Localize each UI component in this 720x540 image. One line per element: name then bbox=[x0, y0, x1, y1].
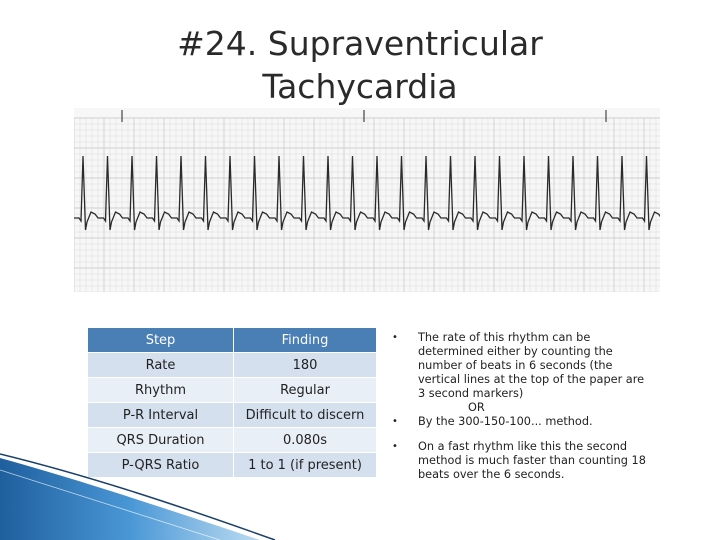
note-item-rate-method bbox=[392, 331, 654, 415]
ecg-strip-graphic bbox=[74, 108, 660, 292]
note-item-fast-rhythm bbox=[392, 440, 654, 482]
ecg-strip-image bbox=[74, 108, 660, 292]
notes-list bbox=[392, 331, 654, 482]
note-item-300-method bbox=[392, 415, 654, 429]
table-cell-finding: Difficult to discern bbox=[234, 403, 377, 428]
note-or: OR bbox=[468, 401, 485, 414]
slide-title bbox=[0, 22, 720, 108]
table-cell-step: Rate bbox=[88, 353, 234, 378]
table-row bbox=[88, 403, 377, 428]
table-cell-finding: 1 to 1 (if present) bbox=[234, 453, 377, 478]
note-text: The rate of this rhythm can be determined either by counting the number of beats in 6 seconds (the vertical lines at the top of the paper are 3 second markers) bbox=[418, 331, 645, 400]
note-text: On a fast rhythm like this the second method is much faster than counting 18 beats over the 6 seconds. bbox=[418, 440, 646, 481]
bullet-icon: • bbox=[392, 332, 398, 343]
table-header-row bbox=[88, 328, 377, 353]
table-header-finding: Finding bbox=[234, 328, 377, 353]
table-cell-step: QRS Duration bbox=[88, 428, 234, 453]
table-row bbox=[88, 353, 377, 378]
table-cell-step: Rhythm bbox=[88, 378, 234, 403]
table-cell-step: P-QRS Ratio bbox=[88, 453, 234, 478]
table-row bbox=[88, 378, 377, 403]
table-cell-step: P-R Interval bbox=[88, 403, 234, 428]
slide-title-line-1: #24. Supraventricular bbox=[177, 24, 543, 63]
table-cell-finding: 180 bbox=[234, 353, 377, 378]
bullet-icon: • bbox=[392, 416, 398, 427]
decorative-wave bbox=[0, 440, 300, 540]
table-cell-finding: 0.080s bbox=[234, 428, 377, 453]
note-text: By the 300-150-100... method. bbox=[418, 415, 593, 428]
table-header-step: Step bbox=[88, 328, 234, 353]
slide-title-line-2: Tachycardia bbox=[262, 67, 458, 106]
table-cell-finding: Regular bbox=[234, 378, 377, 403]
bullet-icon: • bbox=[392, 441, 398, 452]
